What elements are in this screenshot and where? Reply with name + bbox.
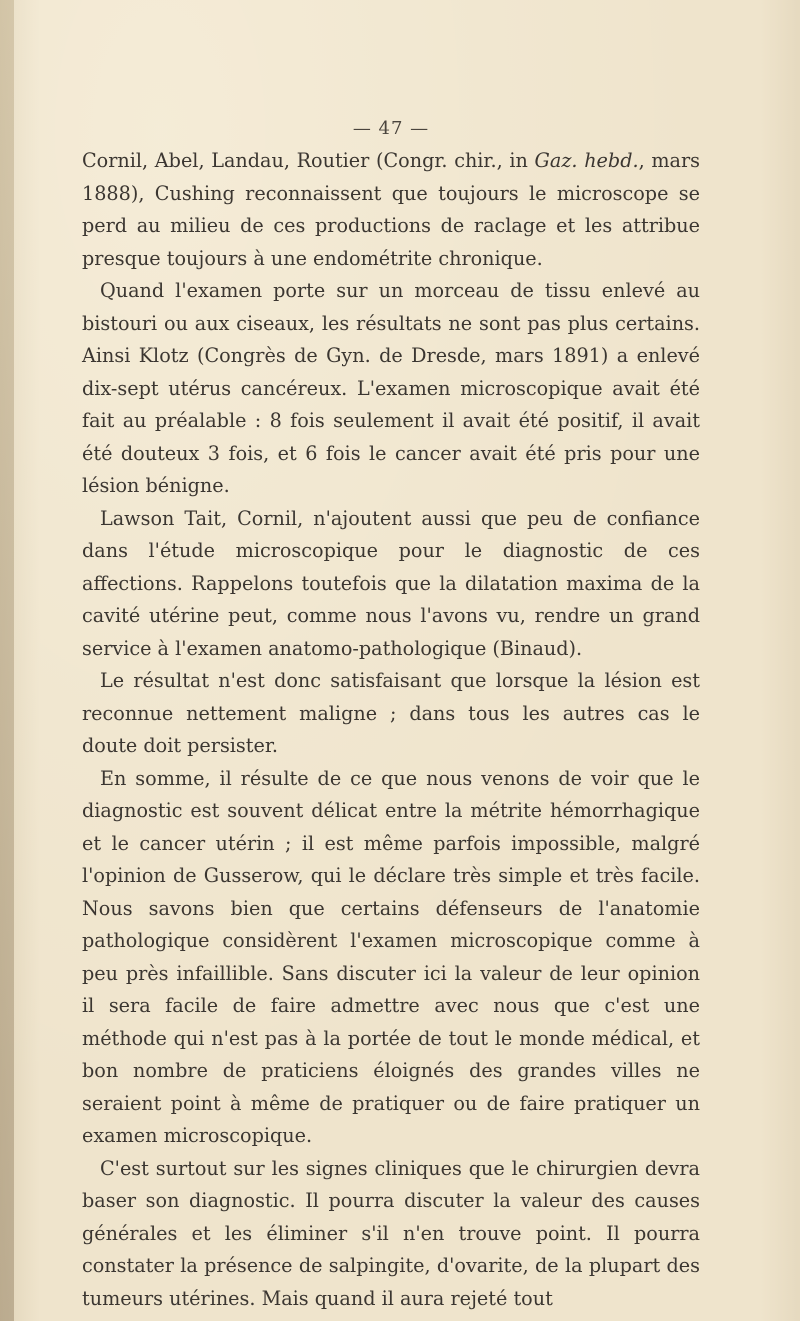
text-run: Lawson Tait, Cornil, n'ajoutent aussi que peu de confiance dans l'étude microscopique pour le diagnostic de ces affections. Rappelons toutefois que la dilatation maxima de la cavité utérine peut, comme nous l'avons vu, rendre un grand service à l'examen anatomo-pathologique (Binaud). (82, 506, 700, 660)
paragraph-3 (82, 503, 700, 666)
page-edge-shadow (0, 0, 14, 1321)
paragraph-2 (82, 275, 700, 503)
paragraph-1 (82, 145, 700, 275)
text-run: Cornil, Abel, Landau, Routier (Congr. chir., in (82, 149, 535, 172)
text-run: , mars 1888), Cushing reconnaissent que toujours le microscope se perd au milieu de ces productions de raclage et les attribue presque toujours à une endométrite chronique. (82, 149, 701, 270)
paragraph-6 (82, 1153, 700, 1316)
text-run: Quand l'examen porte sur un morceau de tissu enlevé au bistouri ou aux ciseaux, les résultats ne sont pas plus certains. Ainsi Klotz (Congrès de Gyn. de Dresde, mars 1891) a enlevé dix-sept utérus cancéreux. L'examen microscopique avait été fait au préalable : 8 fois seulement il avait été positif, il avait été douteux 3 fois, et 6 fois le cancer avait été pris pour une lésion bénigne. (82, 279, 700, 497)
text-run: En somme, il résulte de ce que nous venons de voir que le diagnostic est souvent délicat entre la métrite hémorrhagique et le cancer utérin ; il est même parfois impossible, malgré l'opinion de Gusserow, qui le déclare très simple et très facile. Nous savons bien que certains défenseurs de l'anatomie pathologique considèrent l'examen microscopique comme à peu près infaillible. Sans discuter ici la valeur de leur opinion il sera facile de faire admettre avec nous que c'est une méthode qui n'est pas à la portée de tout le monde médical, et bon nombre de praticiens éloignés des grandes villes ne seraient point à même de pratiquer ou de faire pratiquer un examen microscopique. (82, 766, 700, 1147)
paragraph-4 (82, 665, 700, 763)
text-run: C'est surtout sur les signes cliniques que le chirurgien devra baser son diagnostic. Il pourra discuter la valeur des causes générales et les éliminer s'il n'en trouve point. Il pourra constater la présence de salpingite, d'ovarite, de la plupart des tumeurs utérines. Mais quand il aura rejeté tout (82, 1156, 700, 1310)
page-number: — 47 — (352, 118, 430, 139)
paragraph-5 (82, 763, 700, 1153)
book-page (82, 118, 700, 1315)
text-run: Le résultat n'est donc satisfaisant que lorsque la lésion est reconnue nettement maligne ; dans tous les autres cas le doute doit persister. (82, 669, 700, 757)
journal-title-italic: Gaz. hebd. (534, 149, 639, 172)
